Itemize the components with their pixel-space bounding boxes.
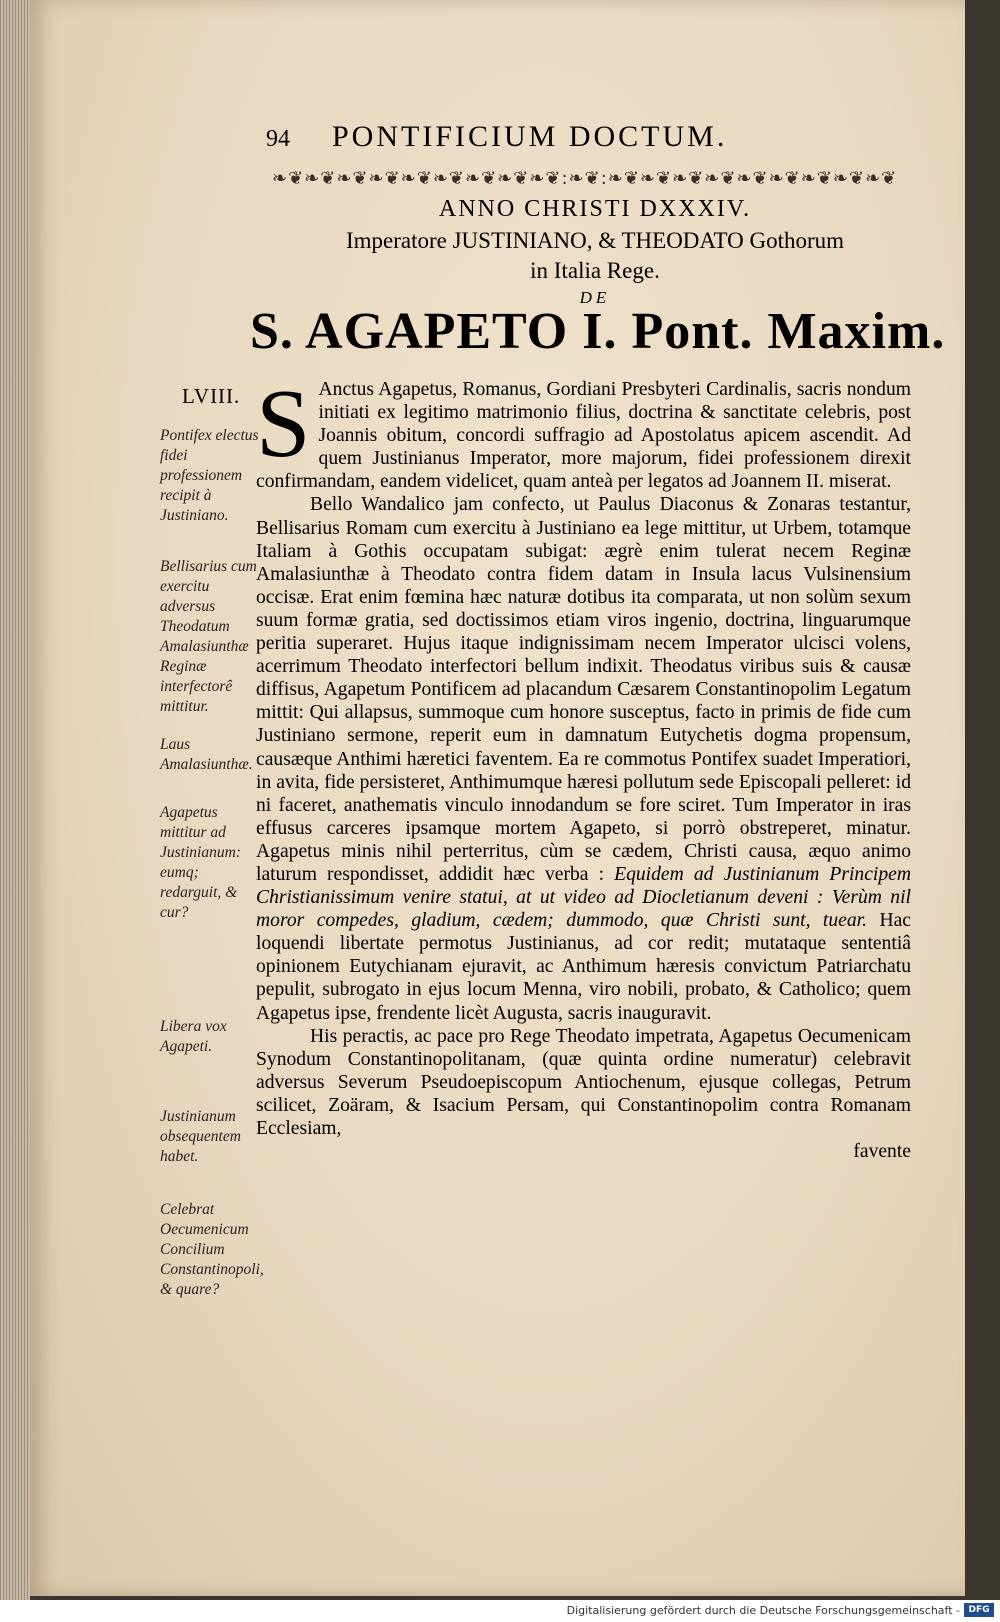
marginal-note-3: Laus Amalasiunthæ. xyxy=(160,736,253,773)
main-title: S. AGAPETO I. Pont. Maxim. xyxy=(250,303,946,360)
paragraph-3 xyxy=(256,1025,911,1140)
body-text xyxy=(256,370,911,1163)
binding-right xyxy=(965,0,1000,1600)
paragraph-1-text: Anctus Agapetus, Romanus, Gordiani Presbyteri Cardinalis, sacris nondum initiati ex legitimo matrimonio filius, doctrina & sanctitate celebris, post Joannis obitum, concordi suffragio ad Apostolatus apicem ascendit. Ad quem Justinianus Imperator, more majorum, fidei professionem direxit confirmandam, eandem videlicet, quam anteà per legatos ad Joannem II. miserat. xyxy=(256,379,911,493)
year-heading: ANNO CHRISTI DXXXIV. xyxy=(438,196,752,222)
marginal-note-1: Pontifex electus fidei professionem recipit à Justiniano. xyxy=(160,427,259,524)
chapter-number: LVIII. xyxy=(182,384,241,408)
paragraph-2-text: Bello Wandalico jam confecto, ut Paulus Diaconus & Zonaras testantur, Bellisarius Romam cum exercitu à Justiniano ea lege mittitur, ut Urbem, totamque Italiam à Gothis occupatam subigat: ægrè enim tulerat necem Reginæ Amalasiunthæ à Theodato contra fidem datam in Insula lacus Vulsinensium occisæ. Erat enim fœmina hæc naturæ dotibus ita comparata, ut non solùm sexum suum formæ gratia, sed doctissimos etiam viros ingenio, doctrina, linguarumque peritia superaret. Hujus itaque indignissimam necem Imperator ulcisci volens, acerrimum Theodato interfectori bellum indixit. Theodatus viribus suis & causæ diffisus, Agapetum Pontificem ad placandum Cæsarem Constantinopolim Legatum mittit: Qui allapsus, summoque cum honore susceptus, facto in primis de fide cum Justiniano sermone, reperit eum in damnatum Eutychetis dogma propensum, causæque Anthimi hæretici faventem. Ea re commotus Pontifex suadet Imperatiori, in avita, fide persisteret, Anthimumque hæresi pollutum sede Episcopali pelleret: id ni faceret, anathematis vinculo innodandum se fore sciret. Tum Imperator in iras effusus carceres ipsamque mortem Agapeto, si porrò obstreperet, minatur. Agapetus minis nihil perterritus, cùm se cædem, Christi causa, æquo animo laturum respondisset, addidit hæc verba : xyxy=(256,494,911,885)
dfg-logo-icon: DFG xyxy=(964,1603,994,1617)
drop-cap: S xyxy=(256,370,311,478)
paragraph-1 xyxy=(256,370,911,493)
catchword: favente xyxy=(853,1141,911,1163)
marginal-note-2: Bellisarius cum exercitu adversus Theodatum Amalasiunthæ Reginæ interfectorê mittitur. xyxy=(160,558,257,715)
page-number: 94 xyxy=(266,126,290,152)
ornament-band: ❧❦❧❦❧❦❧❦❧❦❧❦❧❦❧❦❧❦:❧❦:❧❦❧❦❧❦❧❦❧❦❧❦❧❦❧❦❧❦ xyxy=(272,168,898,189)
paragraph-2-quote: Equidem ad Justinianum Principem Christianissimum venire statui, at ut video ad Diocletianum deveni : Verùm nil moror compedes, gladium, cædem; dummodo, quæ Christi sunt, tuear. xyxy=(256,863,911,932)
page-header xyxy=(240,120,930,160)
paragraph-3-text: His peractis, ac pace pro Rege Theodato impetrata, Agapetus Oecumenicam Synodum Constantinopolitanam, (quæ quinta ordine numeratur) celebravit adversus Severum Pseudoepiscopum Antiochenum, ejusque collegas, Petrum scilicet, Zoäram, & Isacium Persam, qui Constantinopolim contra Romanam Ecclesiam, xyxy=(256,1025,911,1139)
italia-heading: in Italia Rege. xyxy=(530,258,660,283)
page-edges-left xyxy=(0,0,30,1600)
running-title: PONTIFICIUM DOCTUM. xyxy=(332,120,728,153)
marginal-note-6: Justinianum obsequentem habet. xyxy=(160,1108,241,1165)
emperor-heading: Imperatore JUSTINIANO, & THEODATO Gothorum xyxy=(345,228,845,253)
paragraph-2-tail: Hac loquendi libertate permotus Justinianus, ad cor redit; mutataque sententiâ opinionem Eutychianam ejuravit, ac Anthimum hæresis convictum Patriarchatu pepulit, subrogato in ejus locum Menna, viro nobili, probato, & Catholico; quem Agapetus ipse, frendente licèt Augusta, sacris inauguravit. xyxy=(256,910,911,1024)
footer-bar xyxy=(0,1600,1000,1622)
paragraph-2 xyxy=(256,493,911,1024)
marginal-note-5: Libera vox Agapeti. xyxy=(160,1018,227,1055)
marginal-note-4: Agapetus mittitur ad Justinianum: eumq; redarguit, & cur? xyxy=(160,804,241,921)
de-heading: DE xyxy=(579,288,611,307)
marginal-note-7: Celebrat Oecumenicum Concilium Constantinopoli, & quare? xyxy=(160,1201,264,1298)
footer-credit: Digitalisierung gefördert durch die Deutsche Forschungsgemeinschaft - xyxy=(566,1604,960,1617)
